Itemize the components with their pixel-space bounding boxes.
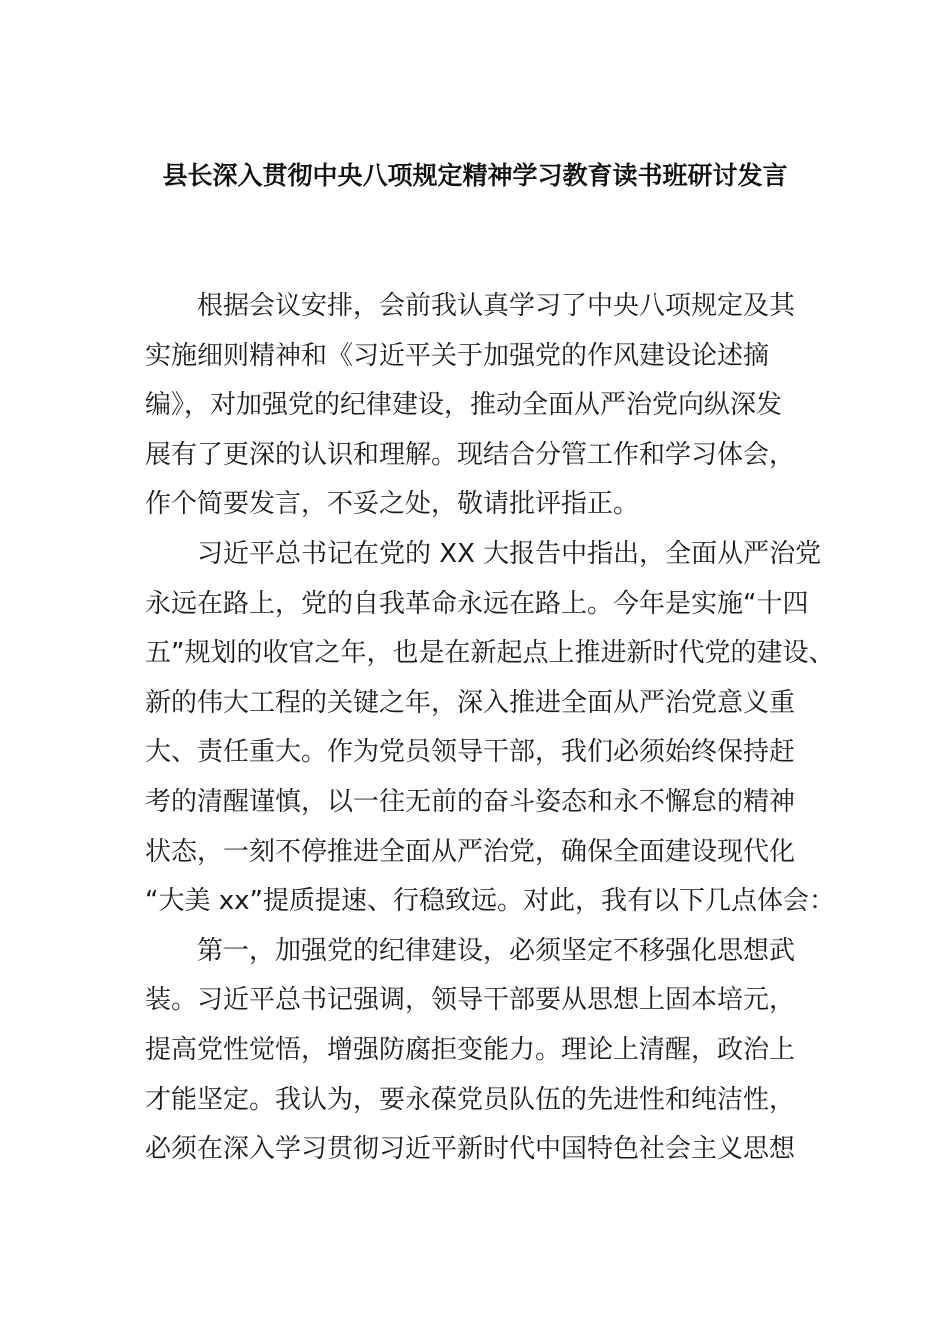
text-line: 提高党性觉悟，增强防腐拒变能力。理论上清醒，政治上 bbox=[145, 1034, 796, 1065]
text-line: 必须在深入学习贯彻习近平新时代中国特色社会主义思想 bbox=[145, 1134, 796, 1165]
document-body bbox=[145, 282, 835, 1175]
text-line: 装。习近平总书记强调，领导干部要从思想上固本培元， bbox=[145, 985, 796, 1016]
text-line: 新的伟大工程的关键之年，深入推进全面从严治党意义重 bbox=[145, 687, 796, 718]
text-line: “大美 xx”提质提速、行稳致远。对此，我有以下几点体会： bbox=[145, 886, 835, 917]
text-line: 编》，对加强党的纪律建设，推动全面从严治党向纵深发 bbox=[145, 390, 783, 421]
text-line: 展有了更深的认识和理解。现结合分管工作和学习体会， bbox=[145, 439, 796, 470]
text-line: 习近平总书记在党的 XX 大报告中指出，全面从严治党 bbox=[197, 538, 822, 569]
text-line: 根据会议安排，会前我认真学习了中央八项规定及其 bbox=[197, 291, 796, 321]
text-line: 大、责任重大。作为党员领导干部，我们必须始终保持赶 bbox=[145, 737, 796, 768]
paragraph-context bbox=[145, 530, 835, 927]
text-line: 实施细则精神和《习近平关于加强党的作风建设论述摘 bbox=[145, 340, 770, 371]
text-line: 才能坚定。我认为，要永葆党员队伍的先进性和纯洁性， bbox=[145, 1084, 796, 1115]
text-line: 状态，一刻不停推进全面从严治党，确保全面建设现代化 bbox=[145, 836, 796, 867]
text-line: 作个简要发言，不妥之处，敬请批评指正。 bbox=[145, 489, 640, 520]
text-line: 五”规划的收官之年，也是在新起点上推进新时代党的建设、 bbox=[145, 638, 835, 669]
document-title: 县长深入贯彻中央八项规定精神学习教育读书班研讨发言 bbox=[162, 161, 788, 190]
paragraph-intro bbox=[145, 282, 825, 530]
paragraph-point-one bbox=[145, 927, 825, 1175]
text-line: 永远在路上，党的自我革命永远在路上。今年是实施“十四 bbox=[145, 588, 809, 619]
text-line: 考的清醒谨慎，以一往无前的奋斗姿态和永不懈怠的精神 bbox=[145, 786, 796, 817]
text-line: 第一，加强党的纪律建设，必须坚定不移强化思想武 bbox=[197, 935, 796, 966]
